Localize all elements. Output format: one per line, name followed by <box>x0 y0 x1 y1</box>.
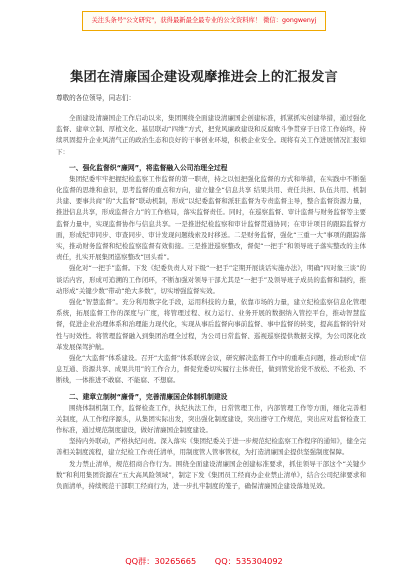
document-body <box>56 93 366 492</box>
qq-group-text: QQ群：30265665 <box>125 556 197 566</box>
document-title: 集团在清廉国企建设观摩推进会上的汇报发言 <box>70 70 338 85</box>
section-2-paragraph-3: 发力禁止清单，规范招商合作行为。围绕全面建设清廉国企创建标准要求，抓住领导干部这个“关键少数”和利用集团资源在“五大高风险领域”，制定下发《集团员工经商办企业禁止清单》，结合公司纪律要求和负面清单，持续规范干部职工经商行为，进一步扎牢制度的笼子，确保清廉国企建设落地见效。 <box>56 459 366 491</box>
section-2-heading: 二、建章立制树“廉骨”，完善清廉国企体制机制建设 <box>69 392 228 401</box>
qq-contact-text: QQ：535304092 <box>214 556 283 566</box>
promo-banner <box>82 11 326 31</box>
section-2-paragraph-2: 坚持内外联动，严格执纪问责。深入落实《集团纪委关于进一步规范纪检监察工作程序的通知》，健全完善相关制度流程，建立纪检工作责任清单，用制度管人管事管权，为打造清廉国企提供坚强制度保障。 <box>56 437 366 457</box>
contact-footer <box>0 556 408 567</box>
section-1-paragraph-2: 强化对“一把手”监督。下发《纪委负责人对下级“一把手”定期开展谈话实施办法》，明确“四对象三谈”的谈话内容，形成可追溯的工作闭环，不断加强对领导干部尤其是“一把手”及领导班子成员的监督和制约，推动形成“关键少数”带动“绝大多数”，切实增强监督实效。 <box>56 264 366 295</box>
section-1-paragraph-1: 集团纪委牢牢把握纪检监察工作监督的第一职责，持之以恒把强化监督的方式和举措，在实践中不断强化监督的思维和意识，思考监督的重点和方向，建立健全“信息共享 结果共用、责任共担、队伍共用、机制共建、要事共商”的“大监督”联动机制，形成“以纪委监督和派驻监督为专责监督主导，整合监督资源力量，推进信息共享，形成监督合力”的工作格局，落实监督责任。同时，在巡察监督、审计监督与财务监督等主要监督力量中，实现监督协作与信息共享。一是推进纪检监察和审计监督贯通协同；在审计项目的跟踪监督方面，形成纪审同步、审查同步、审计发现问题线索及时移送。二是财务监督，强化“三重一大”事项的跟踪落实，推动财务监督和纪检监察监督有效衔接。三是推进巡察整改，督促“一把手”和领导班子落实整改的主体责任，扎实开展集团巡察整改“回头看”。 <box>56 174 366 262</box>
greeting: 尊敬的各位领导，同志们： <box>56 94 136 102</box>
intro-paragraph: 全面建设清廉国企工作启动以来，集团围绕全面建设清廉国企创建标准，抓紧抓实创建举措，通过强化监督、建章立制、厚植文化、基层联动“四维”方式，把党风廉政建设和反腐败斗争贯穿于日常工作始终，持续巩固提升企业风清气正的政治生态和良好的干事创业环境，积极企业安全。现将有关工作进展情况汇报如下： <box>56 114 366 156</box>
section-2-paragraph-1: 围绕体制机制工作，监督检查工作，执纪执法工作，日常管理工作，内部管理工作等方面，细化完善相关制度，从工作程序源头，从集团实际出发，突出强化制度建设，突出遵守工作规范，突出应对监督检查工作标准，通过规范制度建设，做好清廉国企制度建设。 <box>56 403 366 435</box>
promo-banner-text: 关注头条号"公文研究"，获得最新最全最专业的公文资料库！ 微信：gongwenyj <box>91 17 317 24</box>
section-1-paragraph-4: 强化“大监督”体系建设。召开“大监督”体系联席会议，研究解决监督工作中的重难点问题，推动形成“信息互通、资源共享、成果共用”的工作合力，督促党委切实履行主体责任，做到管党治党不放松、不松劲、不断线，一体推进不敢腐、不能腐、不想腐。 <box>56 354 366 385</box>
section-1-heading: 一、强化监督织“廉网”，将监督融入公司治理全过程 <box>69 163 228 172</box>
section-1-paragraph-3: 强化“智慧监督”。充分利用数字化手段，运用科技的力量，依靠市场的力量，建立纪检监察信息化管理系统，拓展监督工作的深度与广度，将管理过程、权力运行、业务开展的数据纳入管控平台，推动智慧监督，促进企业治理体系和治理能力现代化，实现从事后监督向事前监督、事中监督的转变，提高监督的针对性与时效性。将管理监督融入到集团治理全过程，为公司日常监督、巡视巡察提供数据支撑，为公司深化改革发展保驾护航。 <box>56 298 366 351</box>
